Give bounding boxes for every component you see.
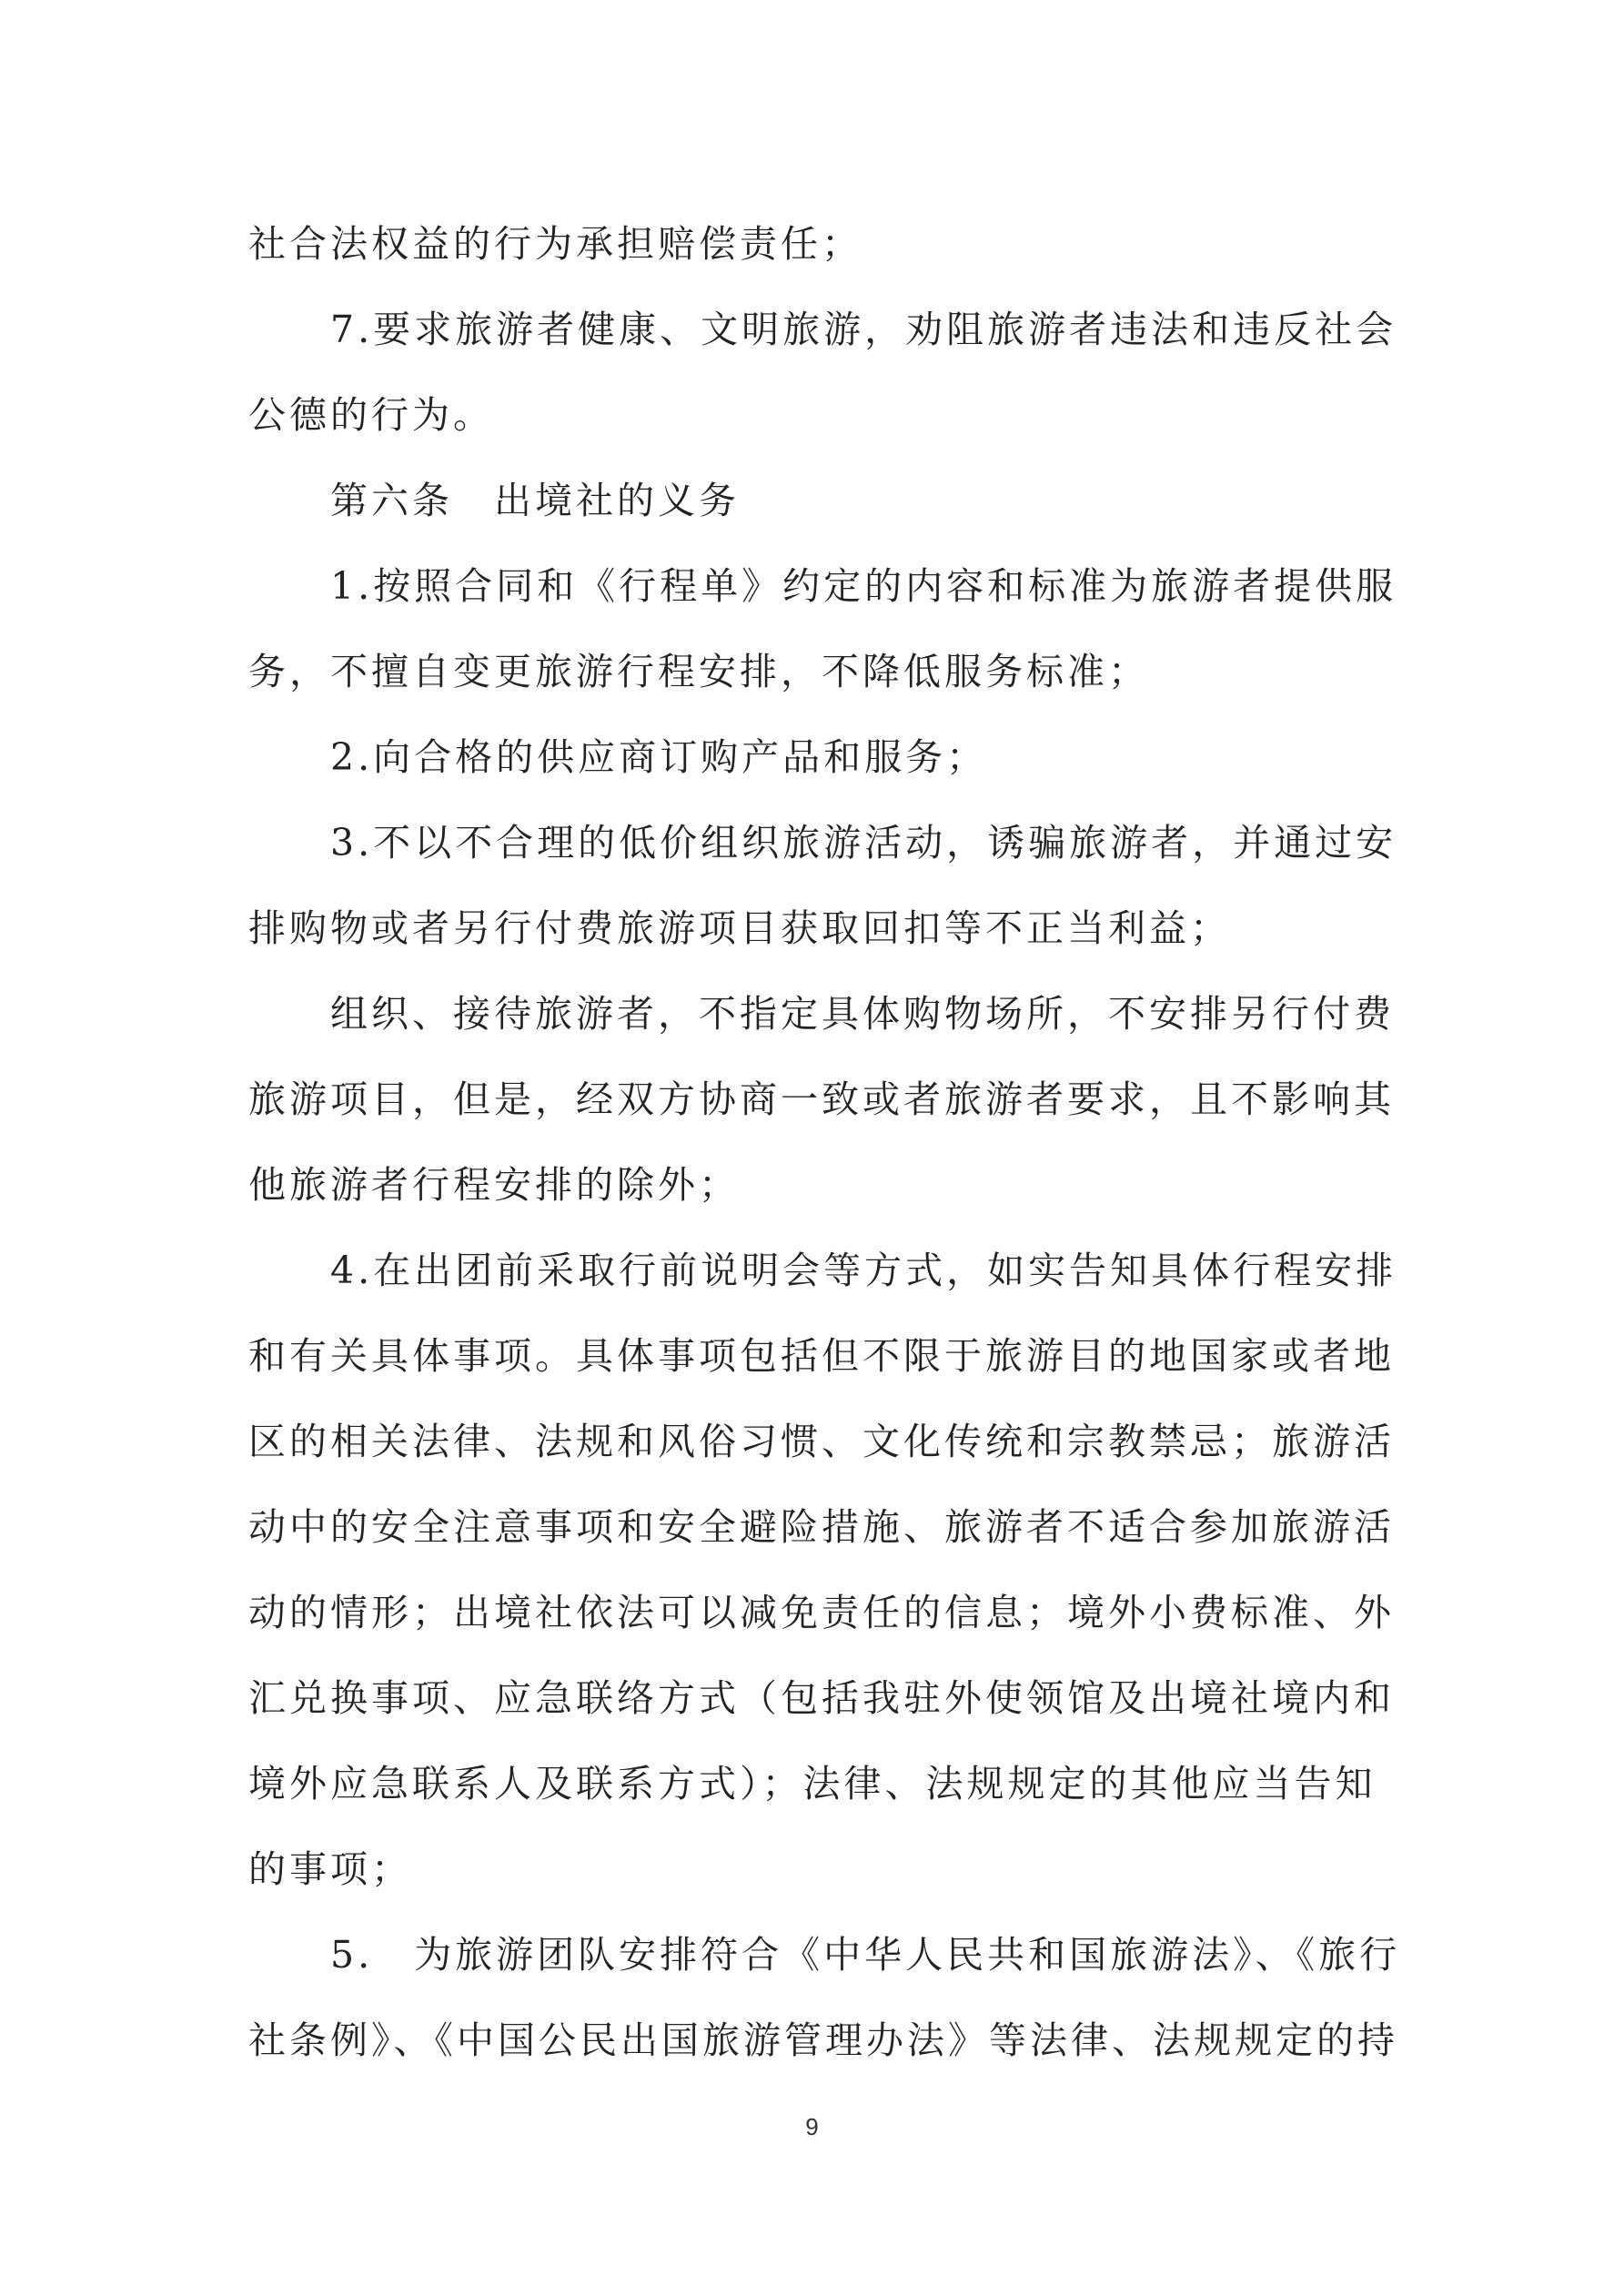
text-line: 务，不擅自变更旅游行程安排，不降低服务标准； bbox=[248, 650, 1149, 693]
text-line: 他旅游者行程安排的除外； bbox=[248, 1163, 740, 1207]
page-number: 9 bbox=[805, 2113, 819, 2140]
text-line: 公德的行为。 bbox=[248, 393, 494, 437]
text-line: 7.要求旅游者健康、文明旅游，劝阻旅游者违法和违反社会 bbox=[330, 308, 1397, 351]
text-line: 旅游项目，但是，经双方协商一致或者旅游者要求，且不影响其 bbox=[248, 1077, 1395, 1121]
text-line: 社合法权益的行为承担赔偿责任； bbox=[248, 222, 862, 266]
text-line: 汇兑换事项、应急联络方式（包括我驻外使领馆及出境社境内和 bbox=[248, 1676, 1395, 1720]
text-line: 4.在出团前采取行前说明会等方式，如实告知具体行程安排 bbox=[330, 1249, 1397, 1292]
text-line: 社条例》、《中国公民出国旅游管理办法》等法律、法规规定的持 bbox=[248, 2018, 1398, 2062]
text-line: 动中的安全注意事项和安全避险措施、旅游者不适合参加旅游活 bbox=[248, 1505, 1395, 1549]
text-line: 排购物或者另行付费旅游项目获取回扣等不正当利益； bbox=[248, 906, 1231, 950]
text-line: 境外应急联系人及联系方式）；法律、法规规定的其他应当告知 bbox=[248, 1762, 1377, 1805]
text-line: 和有关具体事项。具体事项包括但不限于旅游目的地国家或者地 bbox=[248, 1334, 1395, 1378]
text-line: 2.向合格的供应商订购产品和服务； bbox=[330, 735, 988, 779]
text-line: 的事项； bbox=[248, 1847, 412, 1891]
text-line: 组织、接待旅游者，不指定具体购物场所，不安排另行付费 bbox=[330, 992, 1395, 1036]
text-line: 区的相关法律、法规和风俗习惯、文化传统和宗教禁忌；旅游活 bbox=[248, 1420, 1395, 1463]
text-line: 5. 为旅游团队安排符合《中华人民共和国旅游法》、《旅行 bbox=[330, 1933, 1401, 1977]
text-line: 3.不以不合理的低价组织旅游活动，诱骗旅游者，并通过安 bbox=[330, 821, 1397, 865]
text-line: 1.按照合同和《行程单》约定的内容和标准为旅游者提供服 bbox=[330, 564, 1397, 608]
text-line: 动的情形；出境社依法可以减免责任的信息；境外小费标准、外 bbox=[248, 1591, 1395, 1634]
section-heading: 第六条 出境社的义务 bbox=[330, 479, 740, 522]
